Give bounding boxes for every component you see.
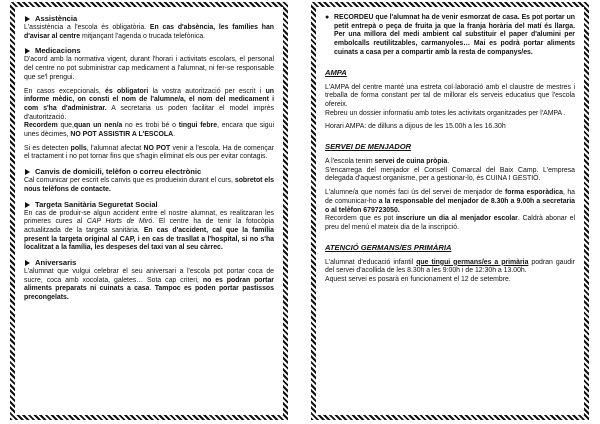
section-title: Medicacions [24, 46, 274, 56]
section-title: Canvis de domicili, telèfon o correu electrònic [24, 167, 274, 177]
paragraph: L'alumnat d'educació infantil que tingui germans/es a primària podran gaudir del servei d'acollida de les 8.30h a les 9:00h i de 12:30h a 13.00h. [325, 258, 575, 275]
paragraph: Horari AMPA: de dilluns a dijous de les 15.00h a les 16.30h [325, 123, 506, 131]
section-title-ampa: AMPA [325, 67, 347, 77]
paragraph: A l'escola tenim servei de cuina pròpia. [325, 158, 450, 166]
section-targeta [24, 200, 274, 254]
section-title-germans: ATENCIÓ GERMANS/ES PRIMÀRIA [325, 242, 452, 252]
paragraph: L'alumne/a que només faci ús del servei de menjador de forma esporàdica, ha de comunicar-ho a la responsable del menjador de 8.30h a 9.00h a secretaria o al telèfon 679723050. [325, 189, 575, 214]
section-title-menjador: SERVEI DE MENJADOR [325, 142, 412, 152]
paragraph: Cal comunicar per escrit els canvis que es produeixin durant el curs, sobretot els nous telèfons de contacte. [24, 177, 274, 193]
arrow-icon [25, 202, 30, 208]
paragraph: RECORDEU que l'alumnat ha de venir esmorzat de casa. Es pot portar un petit entrepà o peça de fruita ja que la franja horària del matí és llarga. Per una millora del medi ambient cal substituir el paper d'alumini per embolcalls reutilitzables, carmanyoles… Mai es podrà portar aliments cuinats a casa per a compartir amb la resta de companys/es. [334, 14, 575, 56]
paragraph: Si es detecten polls, l'alumnat afectat NO POT venir a l'escola. Ha de començar el tractament i no pot tornar fins que s'hagin eliminat els ous per evitar contagis. [24, 144, 274, 161]
paragraph: L'assistència a l'escola és obligatòria. En cas d'absència, les famílies han d'avisar al centre mitjançant l'agenda o trucada telefònica. [24, 24, 275, 40]
section-assistencia [24, 14, 274, 41]
left-page [10, 2, 288, 420]
arrow-icon [25, 260, 30, 266]
section-title: Aniversaris [24, 258, 274, 268]
paragraph: Recordem que es pot inscriure un dia al menjador escolar. Caldrà abonar el preu del menú el mateix dia de la inscripció. [325, 215, 576, 231]
section-medicacions [24, 46, 274, 162]
section-aniversaris [24, 258, 274, 303]
arrow-icon [25, 169, 30, 175]
arrow-icon [25, 16, 30, 22]
right-page [311, 2, 589, 420]
bullet-icon: ● [325, 14, 330, 21]
paragraph: Recordem que,quan un nen/a no es trobi bé o tingui febre, encara que sigui unes dècimes, NO POT ASSISTIR A L'ESCOLA. [24, 122, 274, 139]
arrow-icon [25, 48, 30, 54]
paragraph: S'encarrega del menjador el Consell Comarcal del Baix Camp. L'empresa delegada d'aquest organisme, per a gestionar-lo, és CUINA I GESTIÓ. [325, 166, 575, 183]
paragraph: En cas de produir-se algun accident entre el nostre alumnat, es realitzaran les primeres cures al CAP Horts de Miró. El centre ha de tenir la fotocòpia actualitzada de la targeta sanitària. En cas d'accident, cal que la família present la targeta original al CAP, i en cas de trasllat a l'hospital, si no s'ha localitzat a la família, les despeses del taxi van al seu càrrec. [24, 209, 274, 252]
section-canvis [24, 167, 274, 194]
paragraph: L'alumnat que vulgui celebrar el seu aniversari a l'escola pot portar coca de sucre, coca amb xocolata, galetes… Sota cap criteri, no es podran portar aliments preparats ni cuinats a casa. Tampoc es poden portar pastissos precongelats. [24, 268, 274, 302]
recordeu-note [325, 14, 575, 58]
paragraph: L'AMPA del centre manté una estreta col·laboració amb el claustre de mestres i treballa de forma constant per tal de millorar els serveis educatius que l'escola ofereix. [325, 83, 575, 108]
section-title: Targeta Sanitària Seguretat Social [24, 200, 274, 210]
paragraph: Aquest servei es posarà en funcionament el 12 de setembre. [325, 276, 511, 284]
section-title: Assistència [24, 14, 274, 24]
paragraph: En casos excepcionals, és obligatori la vostra autorització per escrit i un informe mèdic, on consti el nom de l'alumne/a, el nom del medicament i com s'ha d'administrar. A secretaria us poden facilitar el model imprès d'autorització. [24, 87, 274, 121]
paragraph: Rebreu un dossier informatiu amb totes les activitats organitzades per l'AMPA . [325, 109, 566, 117]
paragraph: D'acord amb la normativa vigent, durant l'horari i activitats escolars, el personal del centre no pot subministrar cap medicament a l'alumnat, ni fer-se responsable que se'l prengui. [24, 56, 274, 81]
